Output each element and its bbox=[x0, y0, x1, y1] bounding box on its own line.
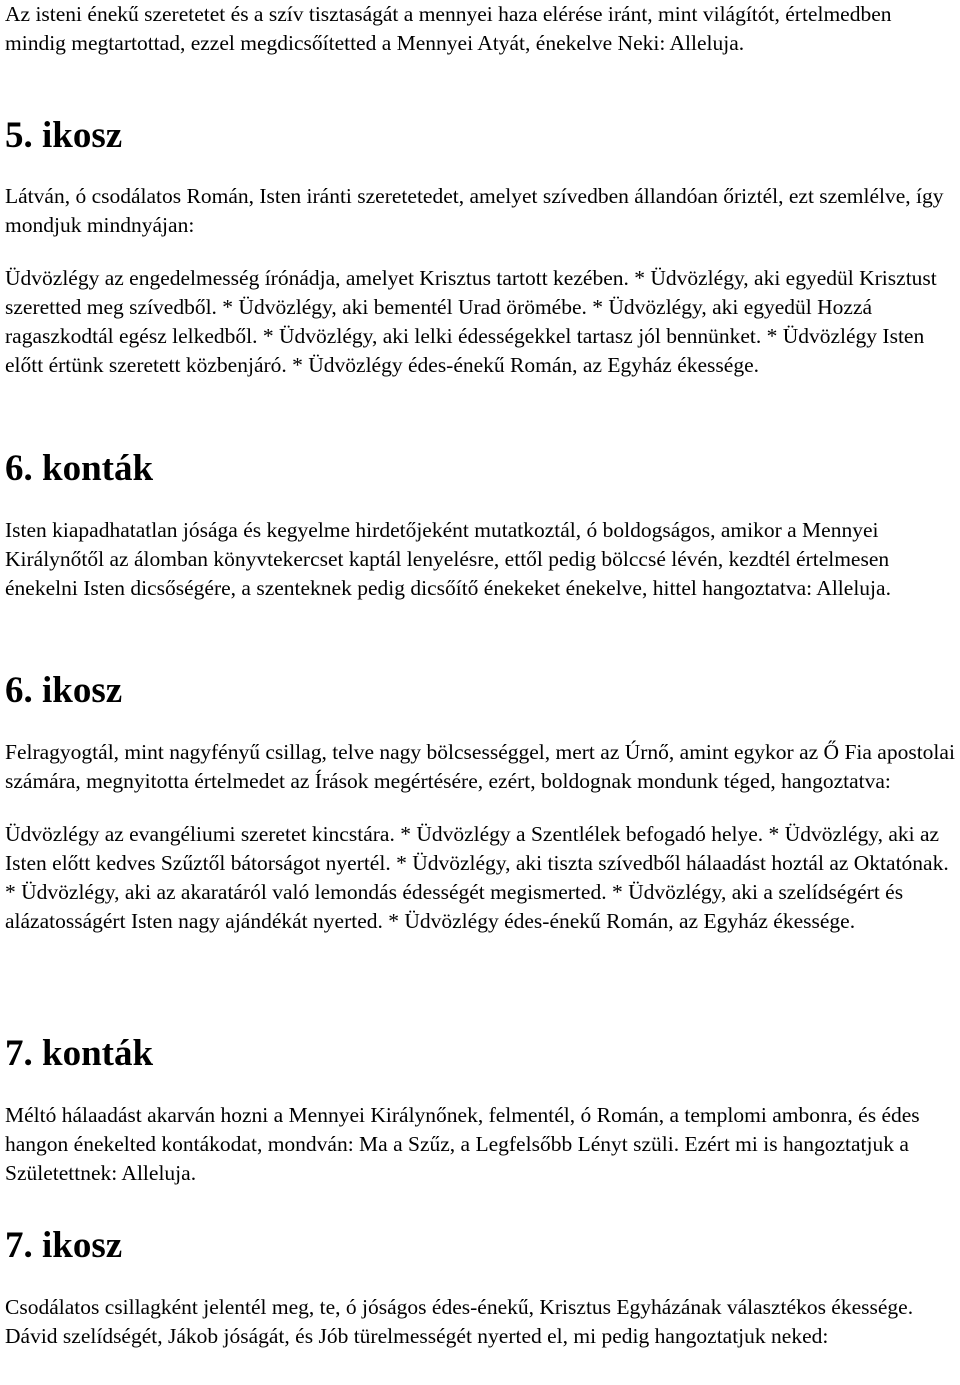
section-paragraph: Üdvözlégy az engedelmesség írónádja, amelyet Krisztus tartott kezében. * Üdvözlégy, aki egyedül Krisztust szeretted meg szívedből. * Üdvözlégy, aki bementél Urad örömébe. * Üdvözlégy, aki egyedül Hozzá ragaszkodtál egész lelkedből. * Üdvözlégy, aki lelki édességekkel tartasz jól bennünket. * Üdvözlégy Isten előtt értünk szeretett közbenjáró. * Üdvözlégy édes-énekű Román, az Egyház ékessége. bbox=[5, 266, 937, 377]
section-paragraph: Látván, ó csodálatos Román, Isten iránti szeretetedet, amelyet szívedben állandóan őriztél, ezt szemlélve, így mondjuk mindnyájan: bbox=[5, 184, 944, 237]
section-paragraph: Csodálatos csillagként jelentél meg, te, ó jóságos édes-énekű, Krisztus Egyházának választékos ékessége. Dávid szelídségét, Jákob jóságát, és Jób türelmességét nyerted el, mi pedig hangoztatjuk neked: bbox=[5, 1295, 914, 1348]
section-paragraph: Felragyogtál, mint nagyfényű csillag, telve nagy bölcsességgel, mert az Úrnő, amint egykor az Ő Fia apostolai számára, megnyitotta értelmedet az Írások megértésére, ezért, boldognak mondunk téged, hangoztatva: bbox=[5, 740, 955, 793]
intro-block bbox=[5, 0, 957, 58]
section-heading: 5. ikosz bbox=[5, 115, 123, 156]
section-paragraph: Üdvözlégy az evangéliumi szeretet kincstára. * Üdvözlégy a Szentlélek befogadó helye. * Üdvözlégy, aki az Isten előtt kedves Szűztől bátorságot nyertél. * Üdvözlégy, aki tiszta szívedből hálaadást hoztál az Oktatónak. * Üdvözlégy, aki az akaratáról való lemondás édességét megismerted. * Üdvözlégy, aki a szelídségért és alázatosságért Isten nagy ajándékát nyerted. * Üdvözlégy édes-énekű Román, az Egyház ékessége. bbox=[5, 822, 949, 933]
section-6-ikosz bbox=[5, 669, 957, 936]
section-7-ikosz bbox=[5, 1224, 957, 1351]
section-heading: 7. konták bbox=[5, 1033, 154, 1074]
section-heading: 6. konták bbox=[5, 448, 154, 489]
section-5-ikosz bbox=[5, 114, 957, 380]
section-heading: 7. ikosz bbox=[5, 1225, 123, 1266]
section-7-kontak bbox=[5, 1032, 957, 1188]
section-paragraph: Méltó hálaadást akarván hozni a Mennyei Királynőnek, felmentél, ó Román, a templomi ambonra, és édes hangon énekelted kontákodat, mondván: Ma a Szűz, a Legfelsőbb Lényt szüli. Ezért mi is hangoztatjuk a Születettnek: Alleluja. bbox=[5, 1103, 920, 1185]
section-paragraph: Isten kiapadhatatlan jósága és kegyelme hirdetőjeként mutatkoztál, ó boldogságos, amikor a Mennyei Királynőtől az álomban könyvtekercset kaptál lenyelésre, ettől pedig bölccsé lévén, kezdtél értelmesen énekelni Isten dicsőségére, a szenteknek pedig dicsőítő énekeket énekelve, hittel hangoztatva: Alleluja. bbox=[5, 518, 891, 600]
intro-paragraph: Az isteni énekű szeretetet és a szív tisztaságát a mennyei haza elérése iránt, mint világítót, értelmedben mindig megtartottad, ezzel megdicsőítetted a Mennyei Atyát, énekelve Neki: Alleluja. bbox=[5, 2, 892, 55]
section-6-kontak bbox=[5, 447, 957, 603]
section-heading: 6. ikosz bbox=[5, 670, 123, 711]
